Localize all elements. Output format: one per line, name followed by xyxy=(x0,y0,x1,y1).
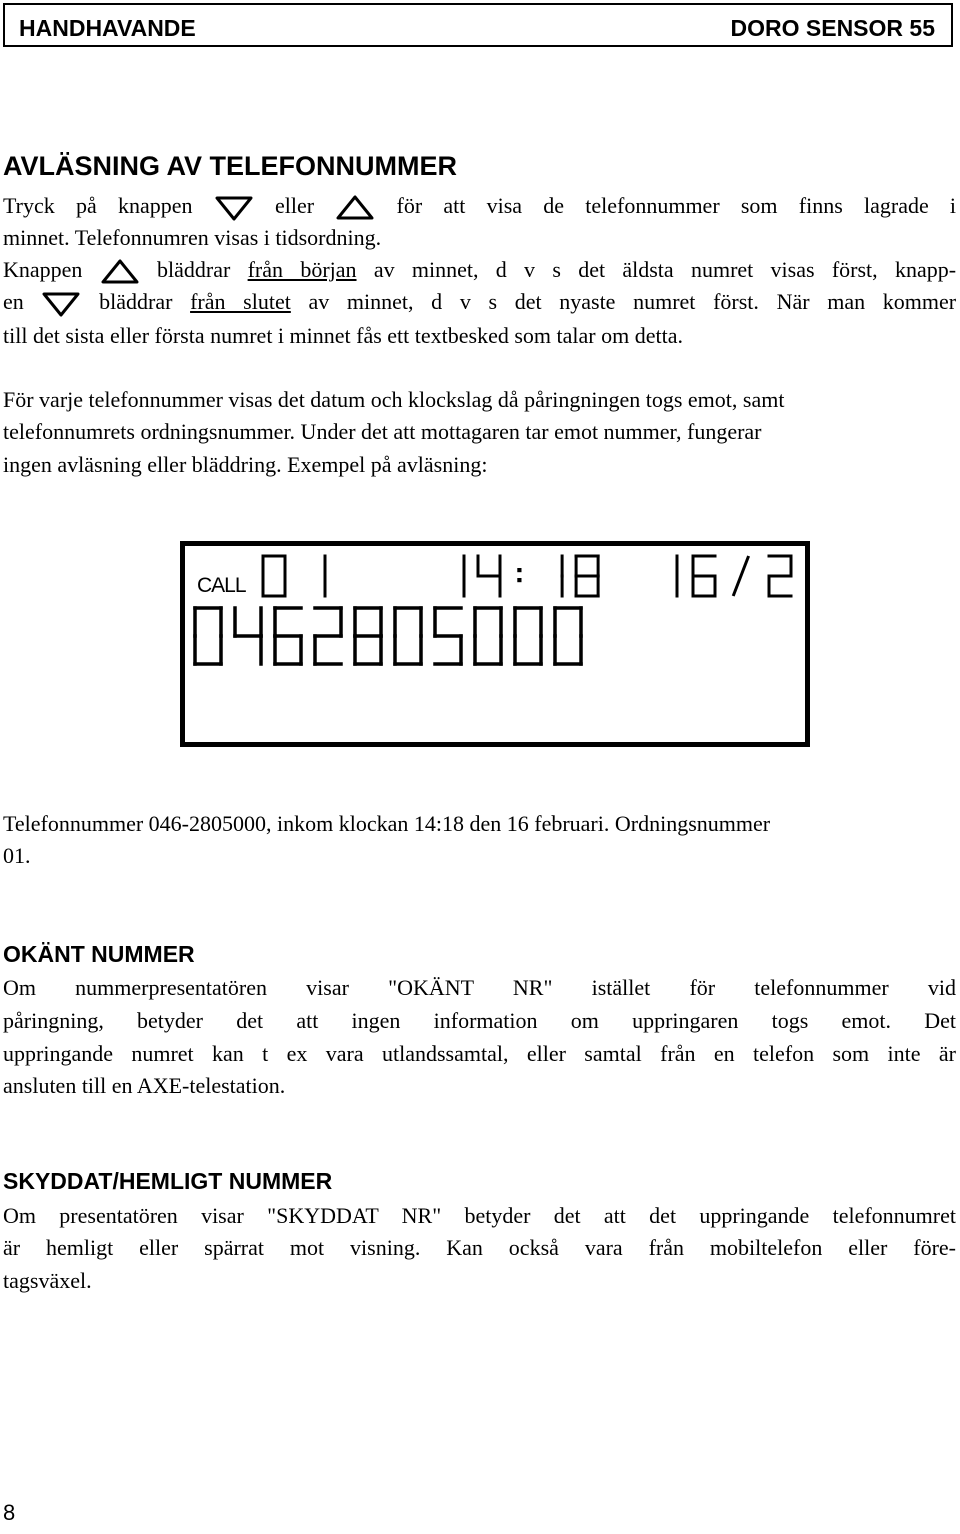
text-fragment: Tryck på knappen xyxy=(3,193,193,218)
header-section-title: HANDHAVANDE xyxy=(19,15,196,41)
paragraph-line: ansluten till en AXE-telestation. xyxy=(3,1073,286,1098)
paragraph-line: är hemligt eller spärrat mot visning. Kan också vara från mobiltelefon eller före- xyxy=(3,1235,956,1260)
paragraph-line: minnet. Telefonnumren visas i tidsordning. xyxy=(3,225,382,250)
lcd-digit xyxy=(355,608,381,664)
lcd-digit xyxy=(235,608,261,664)
lcd-digit xyxy=(693,556,715,596)
lcd-digit xyxy=(263,556,285,596)
paragraph-line: Om nummerpresentatören visar "OKÄNT NR" istället för telefonnummer vid xyxy=(3,975,956,1000)
paragraph-line: till det sista eller första numret i minnet fås ett textbesked som talar om detta. xyxy=(3,323,683,348)
page-number: 8 xyxy=(3,1500,16,1525)
lcd-colon-dot xyxy=(517,578,521,582)
lcd-digit xyxy=(315,608,341,664)
paragraph-line: telefonnumrets ordningsnummer. Under det att mottagaren tar emot nummer, fungerar xyxy=(3,419,762,444)
lcd-digit xyxy=(515,608,541,664)
lcd-digit xyxy=(478,556,500,596)
text-fragment: av minnet, d v s det nyaste numret först. När man kommer xyxy=(308,289,957,314)
lcd-digit xyxy=(769,556,791,596)
header-product-name: DORO SENSOR 55 xyxy=(730,15,935,41)
down-triangle-icon xyxy=(41,290,81,318)
lcd-digit xyxy=(195,608,221,664)
paragraph-line: uppringande numret kan t ex vara utlandssamtal, eller samtal från en telefon som inte är xyxy=(3,1041,956,1066)
paragraph-line: tagsväxel. xyxy=(3,1268,92,1293)
paragraph-line xyxy=(3,254,956,286)
lcd-call-label: CALL xyxy=(197,574,246,597)
lcd-digit xyxy=(275,608,301,664)
underlined-text: från slutet xyxy=(190,289,291,314)
lcd-segments xyxy=(185,546,805,742)
lcd-date xyxy=(677,556,791,596)
lcd-digit xyxy=(435,608,461,664)
paragraph-line xyxy=(3,190,956,222)
lcd-slash xyxy=(733,556,748,596)
text-fragment: bläddrar xyxy=(157,257,231,282)
down-triangle-icon xyxy=(214,194,254,222)
caption-line: Telefonnummer 046-2805000, inkom klockan 14:18 den 16 februari. Ordningsnummer xyxy=(3,811,771,836)
paragraph-line: ingen avläsning eller bläddring. Exempel på avläsning: xyxy=(3,452,488,477)
paragraph-line xyxy=(3,286,956,318)
lcd-colon-dot xyxy=(517,568,521,572)
paragraph-line: Om presentatören visar "SKYDDAT NR" betyder det att det uppringande telefonnumret xyxy=(3,1203,956,1228)
lcd-phone-number xyxy=(195,608,581,664)
text-fragment: Knappen xyxy=(3,257,83,282)
lcd-digit xyxy=(395,608,421,664)
up-triangle-icon xyxy=(335,194,375,222)
section-title-protected-number: SKYDDAT/HEMLIGT NUMMER xyxy=(3,1168,333,1194)
up-triangle-icon xyxy=(100,258,140,286)
text-fragment: av minnet, d v s det äldsta numret visas först, knapp- xyxy=(373,257,957,282)
caption-line: 01. xyxy=(3,843,31,868)
paragraph-line: För varje telefonnummer visas det datum och klockslag då påringningen togs emot, samt xyxy=(3,387,785,412)
lcd-time xyxy=(464,556,598,596)
page-header xyxy=(3,3,953,47)
lcd-display xyxy=(180,541,810,747)
paragraph-line: påringning, betyder det att ingen information om uppringaren togs emot. Det xyxy=(3,1008,956,1033)
section-title-unknown-number: OKÄNT NUMMER xyxy=(3,941,195,967)
underlined-text: från början xyxy=(247,257,357,282)
lcd-digit xyxy=(576,556,598,596)
lcd-digit xyxy=(475,608,501,664)
section-title-reading: AVLÄSNING AV TELEFONNUMMER xyxy=(3,151,457,181)
lcd-digit xyxy=(555,608,581,664)
text-fragment: eller xyxy=(274,193,315,218)
text-fragment: en xyxy=(3,289,24,314)
lcd-order-number xyxy=(263,556,325,596)
text-fragment: för att visa de telefonnummer som finns lagrade i xyxy=(396,193,957,218)
text-fragment: bläddrar xyxy=(99,289,173,314)
